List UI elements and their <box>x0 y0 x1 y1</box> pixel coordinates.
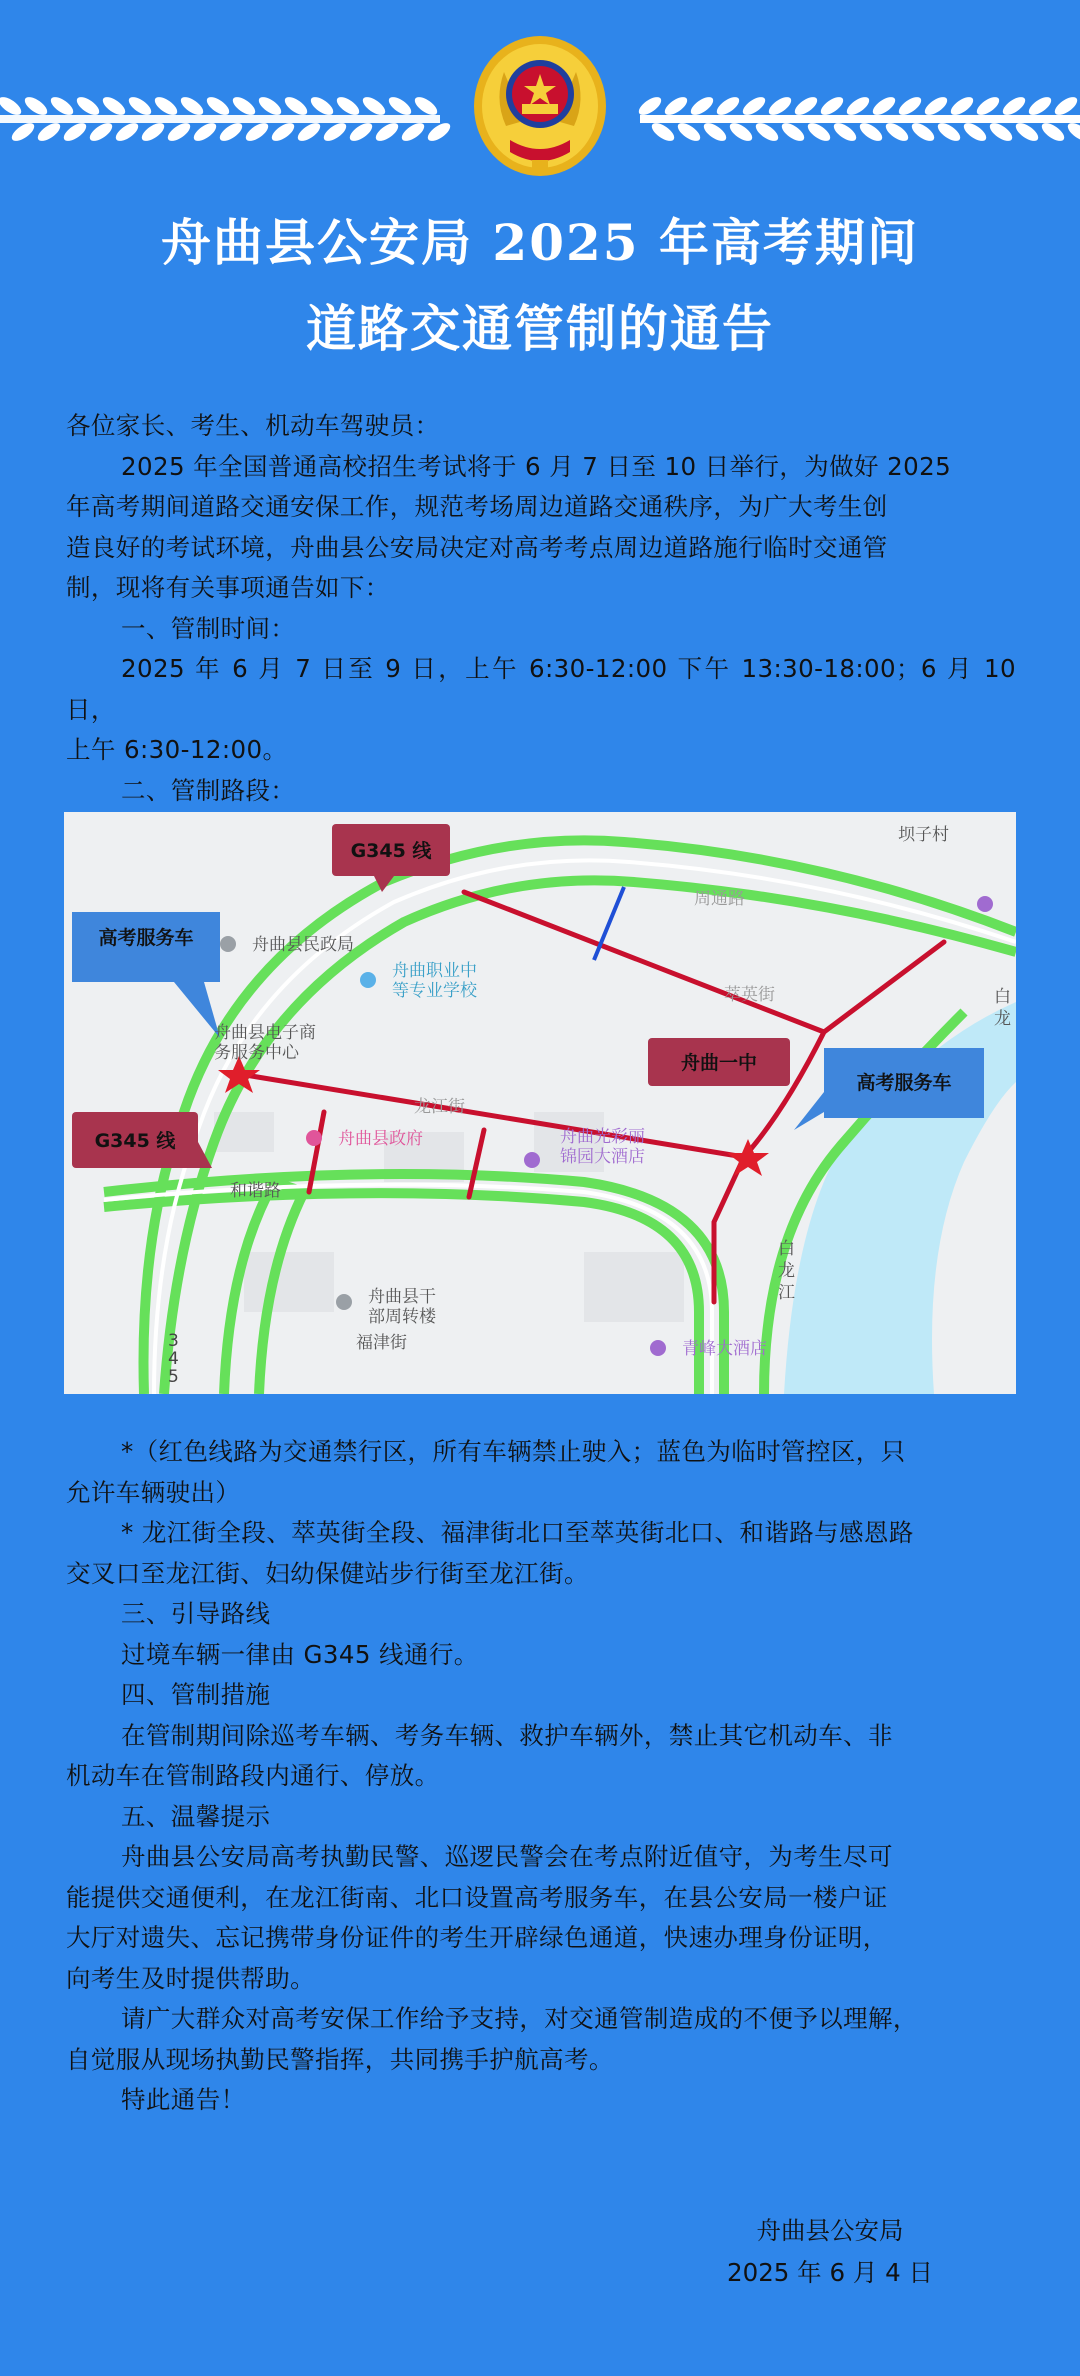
laurel-leaf <box>9 120 37 145</box>
laurel-leaf <box>636 94 664 119</box>
laurel-leaf <box>662 94 690 119</box>
section-1-line-1: 2025 年 6 月 7 日至 9 日，上午 6:30-12:00 下午 13:30-18:00；6 月 10 日， <box>66 654 1016 724</box>
section-1-heading: 一、管制时间： <box>121 613 296 643</box>
laurel-leaf <box>230 94 258 119</box>
laurel-leaf <box>779 120 807 145</box>
section-4-line-2: 机动车在管制路段内通行、停放。 <box>66 1761 440 1790</box>
river-edge-label-1: 白 <box>994 987 1011 1007</box>
poi-bazicun: 坝子村 <box>898 825 949 845</box>
river-edge-label-2: 龙 <box>994 1009 1011 1029</box>
laurel-leaf <box>974 94 1002 119</box>
laurel-leaf <box>740 94 768 119</box>
callout-service-car-left <box>72 912 220 1038</box>
notice-body-intro <box>66 406 1016 811</box>
intro-line-3: 造良好的考试环境，舟曲县公安局决定对高考考点周边道路施行临时交通管 <box>66 532 888 562</box>
laurel-leaf <box>1000 94 1028 119</box>
laurel-leaf <box>425 120 453 145</box>
callout-service-car-right <box>794 1048 984 1130</box>
closing-line-2: 自觉服从现场执勤民警指挥，共同携手护航高考。 <box>66 2044 614 2074</box>
map-pin-icon <box>306 1130 322 1146</box>
section-4-line-1: 在管制期间除巡考车辆、考务车辆、救护车辆外，禁止其它机动车、非 <box>121 1720 893 1750</box>
callout-school <box>648 1038 790 1086</box>
laurel-leaf <box>139 120 167 145</box>
intro-line-2: 年高考期间道路交通安保工作，规范考场周边道路交通秩序，为广大考生创 <box>66 492 888 521</box>
laurel-leaf <box>675 120 703 145</box>
laurel-leaf <box>753 120 781 145</box>
poi-vocational-2: 等专业学校 <box>392 981 477 1001</box>
title-line-2: 道路交通管制的通告 <box>306 299 774 358</box>
section-3-line: 过境车辆一律由 G345 线通行。 <box>121 1639 479 1669</box>
laurel-leaf <box>412 94 440 119</box>
laurel-leaf <box>347 120 375 145</box>
laurel-leaf <box>113 120 141 145</box>
laurel-leaf <box>922 94 950 119</box>
laurel-leaf <box>152 94 180 119</box>
laurel-leaf <box>35 120 63 145</box>
g345-vertical-1: 3 <box>168 1331 179 1351</box>
laurel-leaf <box>792 94 820 119</box>
laurel-leaf <box>1039 120 1067 145</box>
closing-line-1: 请广大群众对高考安保工作给予支持，对交通管制造成的不便予以理解， <box>121 2004 918 2033</box>
star-marker-icon <box>727 1139 769 1176</box>
street-zhoutong: 周通路 <box>694 889 745 909</box>
poi-qingfeng: 青峰大酒店 <box>682 1339 767 1359</box>
title-line-1: 舟曲县公安局 2025 年高考期间 <box>161 213 919 272</box>
poi-gov: 舟曲县政府 <box>338 1129 423 1149</box>
poi-ecommerce-1: 舟曲县电子商 <box>214 1023 316 1043</box>
laurel-leaf <box>1026 94 1054 119</box>
laurel-leaf <box>818 94 846 119</box>
laurel-leaf <box>74 94 102 119</box>
laurel-leaf <box>649 120 677 145</box>
laurel-leaf <box>948 94 976 119</box>
intro-line-4: 制，现将有关事项通告如下： <box>66 573 390 602</box>
laurel-leaf <box>935 120 963 145</box>
signature-block <box>720 2210 940 2294</box>
map-pin-icon <box>977 896 993 912</box>
laurel-leaf <box>844 94 872 119</box>
greeting: 各位家长、考生、机动车驾驶员： <box>66 411 440 440</box>
signature-date: 2025 年 6 月 4 日 <box>727 2258 933 2287</box>
laurel-leaf <box>334 94 362 119</box>
laurel-stem <box>640 115 1080 123</box>
callout-g345-left <box>72 1112 212 1168</box>
laurel-leaf <box>178 94 206 119</box>
poi-hotel-2: 锦园大酒店 <box>560 1147 645 1167</box>
traffic-control-map <box>64 812 1016 1394</box>
section-5-line-1: 舟曲县公安局高考执勤民警、巡逻民警会在考点附近值守，为考生尽可 <box>121 1842 893 1871</box>
note-line-2: 允许车辆驶出） <box>66 1477 241 1507</box>
laurel-leaf <box>857 120 885 145</box>
laurel-leaf <box>295 120 323 145</box>
g345-vertical-3: 5 <box>168 1367 179 1387</box>
laurel-leaf <box>688 94 716 119</box>
laurel-leaf <box>87 120 115 145</box>
laurel-leaf <box>386 94 414 119</box>
laurel-leaf <box>308 94 336 119</box>
street-longjiang: 龙江街 <box>414 1097 465 1117</box>
street-cuiying: 萃英街 <box>724 985 775 1005</box>
street-fujin: 福津街 <box>356 1333 407 1353</box>
laurel-leaf <box>883 120 911 145</box>
river-label-1: 白 <box>778 1239 795 1259</box>
laurel-leaf <box>1013 120 1041 145</box>
laurel-leaf <box>766 94 794 119</box>
laurel-leaf <box>1052 94 1080 119</box>
note-line-1: *（红色线路为交通禁行区，所有车辆禁止驶入；蓝色为临时管控区，只 <box>121 1437 906 1466</box>
laurel-leaf <box>282 94 310 119</box>
laurel-leaf <box>243 120 271 145</box>
laurel-leaf <box>727 120 755 145</box>
section-5-line-3: 大厅对遗失、忘记携带身份证件的考生开辟绿色通道，快速办理身份证明， <box>66 1923 888 1952</box>
signature-org: 舟曲县公安局 <box>756 2216 904 2245</box>
laurel-leaf <box>165 120 193 145</box>
laurel-leaf <box>0 94 24 119</box>
laurel-leaf <box>987 120 1015 145</box>
laurel-leaf <box>805 120 833 145</box>
section-5-heading: 五、温馨提示 <box>121 1801 271 1831</box>
poi-cadre-2: 部周转楼 <box>368 1307 436 1327</box>
g345-top-label: G345 线 <box>350 840 432 862</box>
map-pin-icon <box>650 1340 666 1356</box>
laurel-leaf <box>1065 120 1080 145</box>
section-1-line-2: 上午 6:30-12:00。 <box>66 735 288 764</box>
laurel-leaf <box>48 94 76 119</box>
map-pin-icon <box>360 972 376 988</box>
river-label-2: 龙 <box>778 1261 795 1281</box>
laurel-leaf <box>701 120 729 145</box>
map-pin-icon <box>220 936 236 952</box>
laurel-leaf <box>61 120 89 145</box>
river-label-3: 江 <box>778 1283 795 1303</box>
laurel-leaf <box>399 120 427 145</box>
laurel-leaf <box>204 94 232 119</box>
map-drawing <box>64 812 1016 1394</box>
laurel-leaf <box>217 120 245 145</box>
intro-line-1: 2025 年全国普通高校招生考试将于 6 月 7 日至 10 日举行，为做好 2025 <box>121 451 952 481</box>
poi-vocational-1: 舟曲职业中 <box>392 961 477 981</box>
laurel-leaf <box>909 120 937 145</box>
section-3-heading: 三、引导路线 <box>121 1599 271 1628</box>
section-4-heading: 四、管制措施 <box>121 1680 271 1709</box>
street-hexie: 和谐路 <box>230 1181 281 1201</box>
laurel-leaf <box>256 94 284 119</box>
laurel-leaf <box>22 94 50 119</box>
final-line: 特此通告！ <box>121 2085 246 2114</box>
poi-cadre-1: 舟曲县干 <box>368 1287 436 1307</box>
map-pin-icon <box>524 1152 540 1168</box>
g345-vertical-2: 4 <box>168 1349 179 1369</box>
notice-title <box>0 200 1080 372</box>
laurel-leaf <box>269 120 297 145</box>
school-label: 舟曲一中 <box>680 1052 758 1074</box>
service-car-right-label: 高考服务车 <box>856 1072 952 1094</box>
roads-line-1: * 龙江街全段、萃英街全段、福津街北口至萃英街北口、和谐路与感恩路 <box>121 1518 914 1547</box>
laurel-leaf <box>831 120 859 145</box>
poi-civil-affairs: 舟曲县民政局 <box>252 935 354 955</box>
poi-hotel-1: 舟曲光彩丽 <box>560 1127 645 1147</box>
section-5-line-4: 向考生及时提供帮助。 <box>66 1963 315 1993</box>
laurel-leaf <box>896 94 924 119</box>
laurel-leaf <box>360 94 388 119</box>
map-pin-icon <box>336 1294 352 1310</box>
roads-line-2: 交叉口至龙江街、妇幼保健站步行街至龙江街。 <box>66 1558 589 1588</box>
laurel-leaf <box>321 120 349 145</box>
laurel-leaf <box>870 94 898 119</box>
service-car-left-label: 高考服务车 <box>98 927 194 949</box>
poi-ecommerce-2: 务服务中心 <box>214 1043 299 1063</box>
laurel-leaf <box>714 94 742 119</box>
g345-left-label: G345 线 <box>94 1130 176 1152</box>
laurel-leaf <box>373 120 401 145</box>
laurel-leaf <box>100 94 128 119</box>
section-5-line-2: 能提供交通便利，在龙江街南、北口设置高考服务车，在县公安局一楼户证 <box>66 1882 888 1912</box>
section-2-heading: 二、管制路段： <box>121 775 296 805</box>
laurel-leaf <box>191 120 219 145</box>
laurel-leaf <box>961 120 989 145</box>
laurel-leaf <box>126 94 154 119</box>
police-emblem-icon <box>470 30 610 178</box>
notice-body-after <box>66 1432 1016 2121</box>
